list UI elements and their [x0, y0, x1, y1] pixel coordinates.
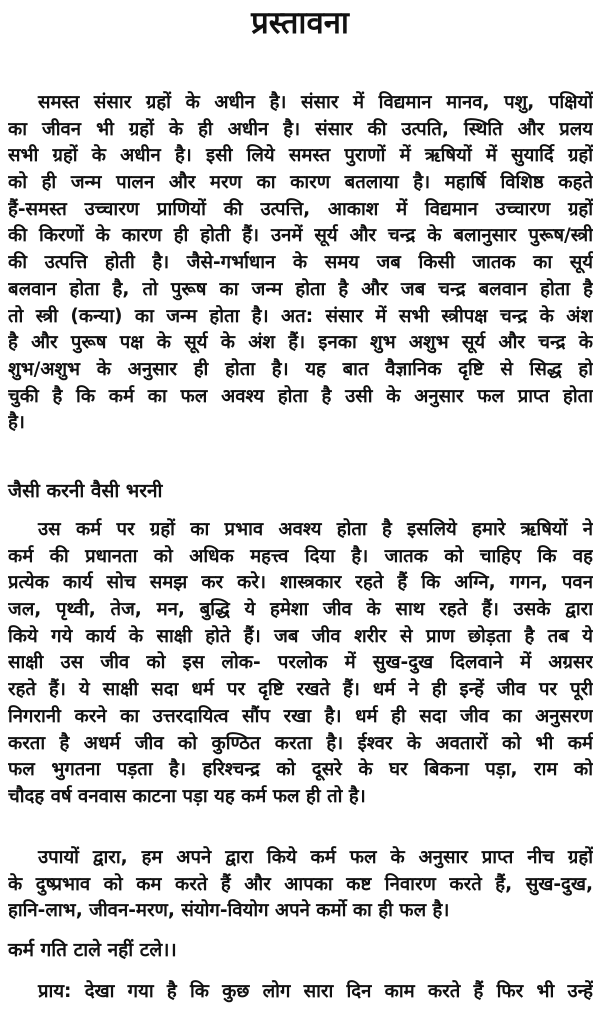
- text-line: के दुष्प्रभाव को कम करते हैं और आपका कष्ट निवारण करते हैं, सुख-दुख,: [8, 873, 593, 895]
- text-line: चुकी है कि कर्म का फल अवश्य होता है उसी के अनुसार फल प्राप्त होता: [8, 385, 593, 407]
- text-line: समस्त संसार ग्रहों के अधीन है। संसार में विद्यमान मानव, पशु, पक्षियों: [38, 92, 593, 113]
- text-line: शुभ/अशुभ के अनुसार ही होता है। यह बात वैज्ञानिक दृष्टि से सिद्ध हो: [8, 358, 593, 380]
- text-line: है और पुरूष पक्ष के सूर्य के अंश हैं। इनका शुभ अशुभ सूर्य और चन्द्र के: [8, 332, 593, 354]
- text-line: कर्म की प्रधानता को अधिक महत्त्व दिया है। जातक को चाहिए कि वह: [8, 545, 593, 567]
- text-line: की किरणों के कारण ही होती हैं। उनमें सूर्य और चन्द्र के बलानुसार पुरूष/स्त्री: [8, 225, 593, 247]
- text-line: उस कर्म पर ग्रहों का प्रभाव अवश्य होता है इसलिये हमारे ऋषियों ने: [38, 519, 593, 540]
- text-line: करता है अधर्म जीव को कुण्ठित करता है। ईश्वर के अवतारों को भी कर्म: [8, 732, 593, 754]
- text-line: का जीवन भी ग्रहों के ही अधीन है। संसार की उत्पति, स्थिति और प्रलय: [8, 118, 593, 140]
- paragraph-4: [8, 979, 593, 1006]
- text-line: जल, पृथ्वी, तेज, मन, बुद्धि ये हमेशा जीव के साथ रहते हैं। उसके द्वारा: [8, 599, 593, 621]
- text-line: की उत्पत्ति होती है। जैसे-गर्भाधान के समय जब किसी जातक का सूर्य: [8, 252, 593, 274]
- text-line: निगरानी करने का उत्तरदायित्व सौंप रखा है। धर्म ही सदा जीव का अनुसरण: [8, 705, 593, 727]
- text-line: है।: [8, 412, 25, 434]
- text-line: चौदह वर्ष वनवास काटना पड़ा यह कर्म फल ही तो है।: [8, 785, 366, 807]
- text-line: प्राय: देखा गया है कि कुछ लोग सारा दिन काम करते हैं फिर भी उन्हें: [38, 981, 593, 1002]
- text-line: साक्षी उस जीव को इस लोक- परलोक में सुख-दुख दिलवाने में अग्रसर: [8, 652, 593, 674]
- paragraph-2: [8, 517, 593, 811]
- page-title: प्रस्तावना: [251, 5, 349, 41]
- text-line: तो स्त्री (कन्या) का जन्म होता है। अत: संसार में सभी स्त्रीपक्ष चन्द्र के अंश: [8, 305, 593, 327]
- paragraph-1: [8, 90, 593, 437]
- paragraph-3: [8, 845, 593, 925]
- text-line: रहते हैं। ये साक्षी सदा धर्म पर दृष्टि रखते हैं। धर्म ने ही इन्हें जीव पर पूरी: [8, 679, 593, 701]
- text-line: प्रत्येक कार्य सोच समझ कर करे। शास्त्रकार रहते हैं कि अग्नि, गगन, पवन: [8, 572, 593, 594]
- section-heading-1: जैसी करनी वैसी भरनी: [8, 480, 163, 502]
- section-heading-2: कर्म गति टाले नहीं टले।।: [8, 939, 177, 961]
- text-line: सभी ग्रहों के अधीन है। इसी लिये समस्त पुराणों में ऋषियों में सुयार्दि ग्रहों: [8, 145, 593, 167]
- text-line: बलवान होता है, तो पुरूष का जन्म होता है और जब चन्द्र बलवान होता है: [8, 278, 593, 300]
- text-line: हैं-समस्त उच्चारण प्राणियों की उत्पत्ति, आकाश में विद्यमान उच्चारण ग्रहों: [8, 198, 593, 220]
- text-line: फल भुगतना पड़ता है। हरिश्चन्द्र को दूसरे के घर बिकना पड़ा, राम को: [8, 759, 593, 781]
- text-line: किये गये कार्य के साक्षी होते हैं। जब जीव शरीर से प्राण छोड़ता है तब ये: [8, 625, 593, 647]
- text-line: को ही जन्म पालन और मरण का कारण बतलाया है। महार्षि विशिष्ठ कहते: [8, 172, 593, 194]
- text-line: हानि-लाभ, जीवन-मरण, संयोग-वियोग अपने कर्मो का ही फल है।: [8, 900, 450, 922]
- text-line: उपायों द्वारा, हम अपने द्वारा किये कर्म फल के अनुसार प्राप्त नीच ग्रहों: [38, 847, 593, 868]
